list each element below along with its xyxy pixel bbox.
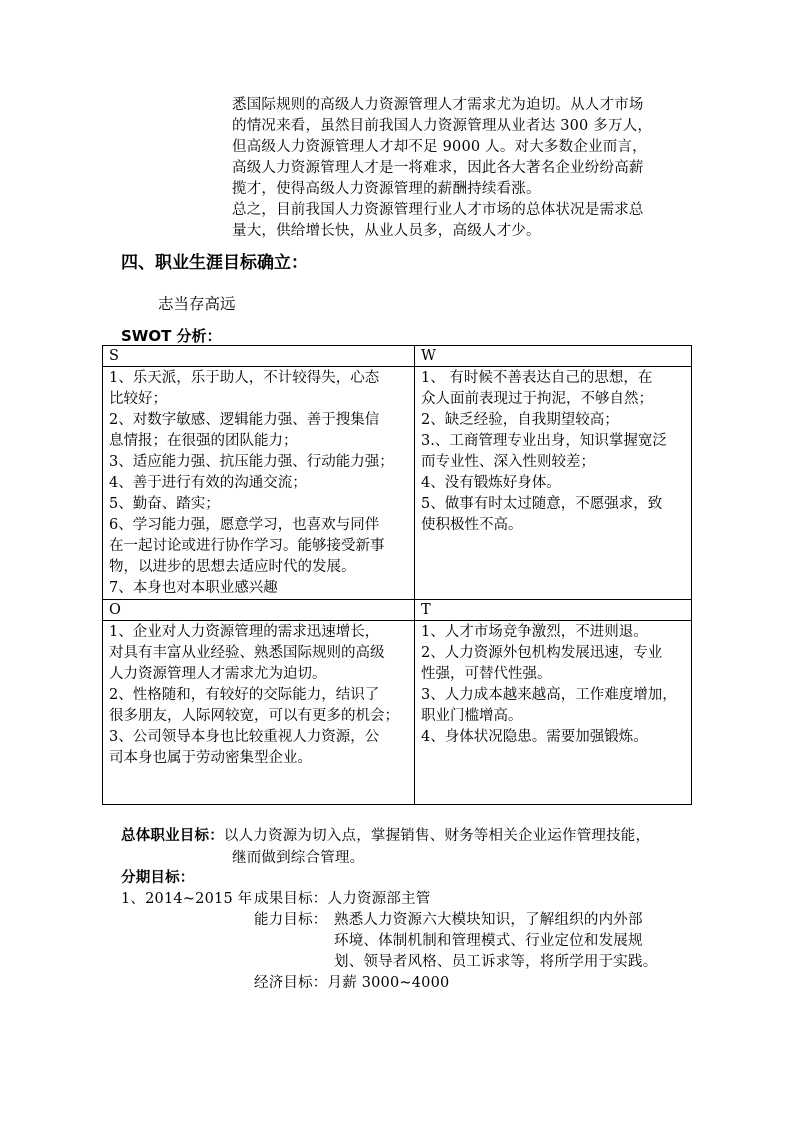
swot-line: 众人面前表现过于拘泥，不够自然；	[421, 391, 653, 407]
swot-line: 很多朋友，人际网较宽，可以有更多的机会；	[109, 708, 399, 724]
intro-paragraph	[232, 95, 652, 200]
swot-label: SWOT 分析：	[121, 327, 222, 345]
motto: 志当存高远	[158, 295, 236, 313]
swot-line: 2、人力资源外包机构发展迅速，专业	[421, 645, 663, 661]
paragraph-line: 揽才，使得高级人力资源管理的薪酬持续看涨。	[232, 181, 541, 197]
swot-line: 职业门槛增高。	[421, 708, 523, 724]
ability-goal-label: 能力目标：	[254, 912, 328, 928]
swot-line: 1、企业对人力资源管理的需求迅速增长，	[109, 624, 380, 640]
swot-line: 性强，可替代性强。	[421, 666, 552, 682]
summary-paragraph	[232, 200, 644, 242]
ability-line: 划、领导者风格、员工诉求等，将所学用于实践。	[334, 954, 658, 970]
swot-line: 5、勤奋、踏实；	[109, 496, 220, 512]
swot-line: 2、对数字敏感、逻辑能力强、善于搜集信	[109, 412, 380, 428]
swot-line: 1、人才市场竞争激烈，不进则退。	[421, 624, 648, 640]
swot-line: 人力资源管理人才需求尤为迫切。	[109, 666, 327, 682]
economic-goal	[254, 973, 449, 994]
swot-line: 3、公司领导本身也比较重视人力资源，公	[109, 729, 380, 745]
swot-cell-strengths	[103, 367, 415, 600]
ability-line: 环境、体制机制和管理模式、行业定位和发展规	[334, 933, 643, 949]
paragraph-line: 总之，目前我国人力资源管理行业人才市场的总体状况是需求总	[232, 202, 644, 218]
paragraph-line: 悉国际规则的高级人力资源管理人才需求尤为迫切。从人才市场	[232, 97, 644, 113]
phase-goals-label: 分期目标：	[121, 870, 195, 886]
swot-line: 4、身体状况隐患。需要加强锻炼。	[421, 729, 648, 745]
swot-line: 而专业性、深入性则较差；	[421, 454, 595, 470]
swot-line: 7、本身也对本职业感兴趣	[109, 580, 278, 596]
paragraph-line: 的情况来看，虽然目前我国人力资源管理从业者达 300 多万人，	[232, 118, 653, 134]
swot-cell-weaknesses	[415, 367, 692, 600]
swot-cell-threats	[415, 621, 692, 805]
economic-goal-label: 经济目标：	[254, 975, 328, 991]
phase-period: 1、2014~2015 年	[121, 891, 253, 907]
swot-line: 3、人力成本越来越高，工作难度增加，	[421, 687, 677, 703]
ability-line: 熟悉人力资源六大模块知识，了解组织的内外部	[334, 912, 643, 928]
swot-line: 3.、工商管理专业出身，知识掌握宽泛	[421, 433, 667, 449]
paragraph-line: 但高级人力资源管理人才却不足 9000 人。对大多数企业而言，	[232, 139, 647, 155]
swot-line: 4、善于进行有效的沟通交流；	[109, 475, 307, 491]
swot-line: 1、乐天派，乐于助人，不计较得失，心态	[109, 370, 380, 386]
swot-line: 5、做事有时太过随意，不愿强求，致	[421, 496, 663, 512]
swot-table	[102, 345, 692, 805]
swot-line: 2、性格随和，有较好的交际能力，结识了	[109, 687, 380, 703]
overall-goal-label: 总体职业目标：	[121, 828, 224, 844]
swot-line: 司本身也属于劳动密集型企业。	[109, 750, 312, 766]
swot-line: 2、缺乏经验，自我期望较高；	[421, 412, 619, 428]
achievement-goal-label: 成果目标：	[254, 891, 328, 907]
swot-header-weaknesses: W	[415, 346, 692, 367]
swot-header-threats: T	[415, 600, 692, 621]
ability-goal-text	[334, 910, 657, 973]
section-heading: 四、职业生涯目标确立：	[121, 253, 308, 273]
swot-line: 对具有丰富从业经验、熟悉国际规则的高级	[109, 645, 385, 661]
swot-header-opportunities: O	[103, 600, 415, 621]
swot-line: 1、 有时候不善表达自己的思想，在	[421, 370, 653, 386]
achievement-goal-value: 人力资源部主管	[327, 891, 431, 907]
swot-line: 息情报；在很强的团队能力；	[109, 433, 298, 449]
overall-goal-continuation: 继而做到综合管理。	[232, 850, 365, 866]
swot-line: 比较好；	[109, 391, 167, 407]
economic-goal-value: 月薪 3000~4000	[327, 975, 450, 991]
swot-cell-opportunities	[103, 621, 415, 805]
swot-line: 4、没有锻炼好身体。	[421, 475, 561, 491]
overall-goal	[121, 826, 650, 847]
swot-line: 6、学习能力强，愿意学习，也喜欢与同伴	[109, 517, 380, 533]
achievement-goal	[254, 889, 430, 910]
overall-goal-text: 以人力资源为切入点，掌握销售、财务等相关企业运作管理技能，	[223, 828, 651, 844]
swot-line: 3、适应能力强、抗压能力强、行动能力强；	[109, 454, 394, 470]
swot-line: 物，以进步的思想去适应时代的发展。	[109, 559, 356, 575]
swot-line: 在一起讨论或进行协作学习。能够接受新事	[109, 538, 385, 554]
paragraph-line: 高级人力资源管理人才是一将难求，因此各大著名企业纷纷高薪	[232, 160, 644, 176]
swot-header-strengths: S	[103, 346, 415, 367]
swot-line: 使积极性不高。	[421, 517, 523, 533]
paragraph-line: 量大，供给增长快，从业人员多，高级人才少。	[232, 223, 541, 239]
